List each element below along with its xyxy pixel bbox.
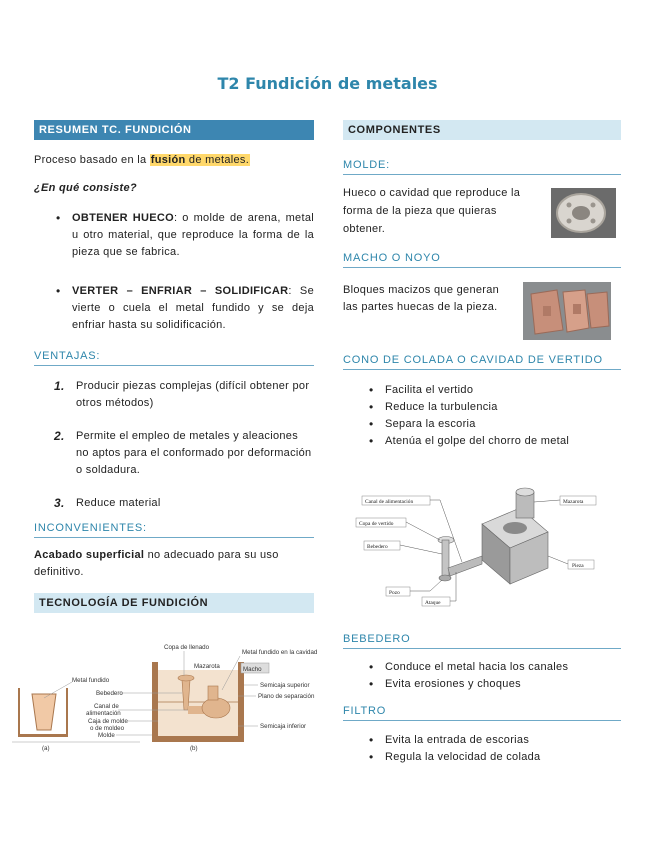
intro-paragraph: Proceso basado en la fusión de metales.: [34, 154, 250, 166]
macho-text: Bloques macizos que generan las partes huecas de la pieza.: [343, 284, 500, 313]
list-item: • Atenúa el golpe del chorro de metal: [385, 433, 621, 450]
svg-text:Canal de: Canal de: [94, 703, 119, 710]
ventajas-list: [34, 378, 314, 512]
list-item: • Reduce la turbulencia: [385, 399, 621, 416]
bebedero-list: [343, 659, 621, 693]
page-title: T2 Fundición de metales: [217, 74, 438, 93]
molde-heading: MOLDE:: [343, 159, 621, 175]
list-item: • Facilita el vertido: [385, 382, 621, 399]
list-item: • VERTER – ENFRIAR – SOLIDIFICAR: Se vierte o cuela el metal fundido y se deja enfriar hasta su solidificación.: [72, 283, 314, 334]
svg-text:Bebedero: Bebedero: [367, 544, 388, 550]
svg-text:(a): (a): [42, 745, 50, 752]
left-column: [34, 120, 314, 613]
steps-list: [34, 210, 314, 334]
macho-photo: [523, 282, 611, 340]
svg-text:Mazarota: Mazarota: [194, 663, 220, 670]
svg-text:Copa de llenado: Copa de llenado: [164, 644, 210, 651]
cono-heading: CONO DE COLADA O CAVIDAD DE VERTIDO: [343, 354, 621, 370]
svg-text:Caja de molde: Caja de molde: [88, 718, 128, 725]
svg-text:Metal fundido en la cavidad: Metal fundido en la cavidad: [242, 649, 318, 656]
summary-header: RESUMEN TC. FUNDICIÓN: [34, 120, 314, 140]
svg-text:Ataque: Ataque: [425, 600, 441, 606]
svg-text:Bebedero: Bebedero: [96, 690, 123, 697]
ventajas-heading: VENTAJAS:: [34, 350, 314, 366]
svg-text:(b): (b): [190, 745, 198, 752]
svg-text:Semicaja superior: Semicaja superior: [260, 682, 310, 689]
highlight-fusion: fusión de metales.: [150, 154, 250, 166]
svg-text:Plano de separación: Plano de separación: [258, 693, 315, 700]
macho-heading: MACHO O NOYO: [343, 252, 621, 268]
list-item: 3. Reduce material: [54, 496, 161, 510]
filtro-heading: FILTRO: [343, 705, 621, 721]
svg-text:Metal fundido: Metal fundido: [72, 677, 110, 684]
svg-text:Macho: Macho: [243, 666, 262, 673]
svg-text:Mazarota: Mazarota: [563, 499, 584, 505]
gating-system-diagram: [352, 484, 602, 614]
componentes-header: COMPONENTES: [343, 120, 621, 140]
svg-text:Semicaja inferior: Semicaja inferior: [260, 723, 307, 730]
svg-text:o de moldeo: o de moldeo: [90, 725, 125, 732]
list-item: 1. Producir piezas complejas (difícil obtener por otros métodos): [54, 379, 310, 409]
list-item: • Conduce el metal hacia los canales: [385, 659, 621, 676]
list-item: 2. Permite el empleo de metales y aleaciones no aptos para el conformado por deformación o soldadura.: [54, 429, 312, 476]
list-item: • OBTENER HUECO: o molde de arena, metal u otro material, que reproduce la forma de la pieza que se fabrica.: [72, 210, 314, 261]
svg-text:Copa de vertido: Copa de vertido: [359, 521, 394, 527]
casting-mold-diagram: [12, 640, 327, 758]
inconvenientes-text: Acabado superficial no adecuado para su uso definitivo.: [34, 549, 279, 578]
molde-photo: [551, 188, 616, 238]
molde-text: Hueco o cavidad que reproduce la forma de la pieza que quieras obtener.: [343, 187, 521, 235]
bebedero-heading: BEBEDERO: [343, 633, 621, 649]
inconvenientes-heading: INCONVENIENTES:: [34, 522, 314, 538]
list-item: • Regula la velocidad de colada: [385, 749, 621, 766]
svg-text:Molde: Molde: [98, 732, 115, 739]
tecnologia-header: TECNOLOGÍA DE FUNDICIÓN: [34, 593, 314, 613]
list-item: • Evita erosiones y choques: [385, 676, 621, 693]
svg-text:Canal de alimentación: Canal de alimentación: [365, 499, 414, 505]
right-lower-section: [343, 633, 621, 766]
list-item: • Separa la escoria: [385, 416, 621, 433]
question-heading: ¿En qué consiste?: [34, 182, 137, 194]
svg-text:Pozo: Pozo: [389, 590, 400, 596]
list-item: • Evita la entrada de escorias: [385, 732, 621, 749]
cono-list: [343, 382, 621, 450]
svg-text:Pieza: Pieza: [572, 563, 584, 569]
filtro-list: [343, 732, 621, 766]
svg-text:alimentación: alimentación: [86, 710, 121, 717]
